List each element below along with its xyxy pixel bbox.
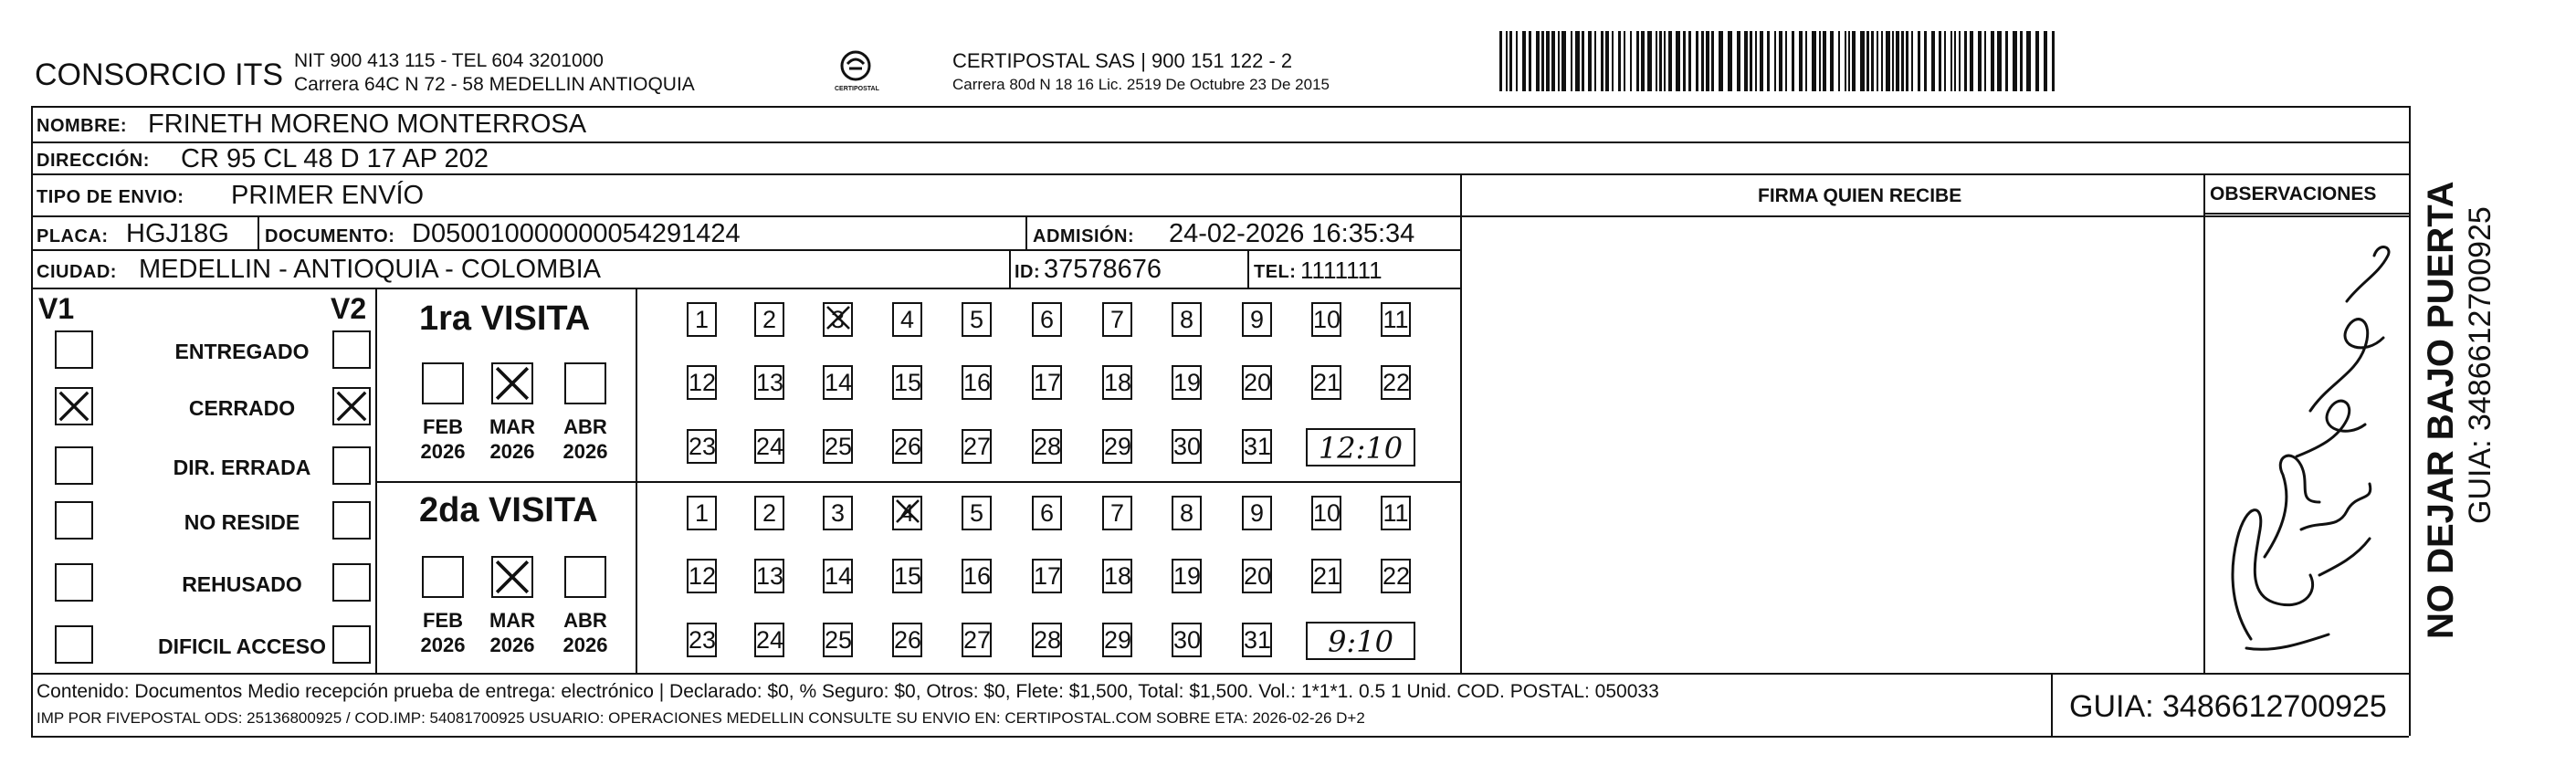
month-year: 2026 [563,634,608,656]
x-mark-icon [825,304,852,331]
visit-time-box[interactable]: 12:10 [1306,428,1415,466]
barcode-bar [1866,31,1869,91]
barcode-bar [1659,31,1662,91]
barcode-bar [2013,31,2017,91]
day-box[interactable]: 21 [1311,365,1341,400]
day-box[interactable]: 7 [1102,496,1132,530]
day-box[interactable]: 24 [754,429,784,464]
month-name: ABR [563,609,607,632]
side-guia: GUIA: 3486612700925 [2463,206,2497,524]
barcode-bar [1799,31,1803,91]
v2-checkbox[interactable] [332,387,371,425]
documento-label: DOCUMENTO: [265,226,395,246]
barcode-bar [1792,31,1794,91]
day-box[interactable]: 13 [754,559,784,593]
barcode-bar [1805,31,1807,91]
day-box[interactable]: 8 [1172,302,1202,337]
barcode-bar [1588,31,1592,91]
ciudad-label: CIUDAD: [37,262,117,282]
month-label [415,608,470,657]
id-label: ID: [1015,262,1041,282]
x-mark-icon [334,389,369,424]
barcode-bar [1901,31,1904,91]
barcode-bar [1582,31,1584,91]
day-box[interactable]: 30 [1172,623,1202,657]
day-box[interactable]: 25 [823,429,853,464]
barcode-bar [1656,31,1657,91]
day-box[interactable]: 15 [892,365,922,400]
day-box[interactable]: 28 [1032,623,1062,657]
tipo-label: TIPO DE ENVIO: [37,187,184,207]
day-box[interactable]: 25 [823,623,853,657]
barcode-bar [1551,31,1555,91]
barcode-bar [1997,31,2002,91]
direccion-value: CR 95 CL 48 D 17 AP 202 [181,144,489,173]
day-box[interactable]: 20 [1242,559,1272,593]
day-box[interactable]: 14 [823,559,853,593]
barcode-bar [1852,31,1856,91]
month-year: 2026 [420,634,466,656]
day-box[interactable]: 31 [1242,429,1272,464]
v1-checkbox[interactable] [55,563,93,602]
barcode-bar [1558,31,1560,91]
company-nit: NIT 900 413 115 - TEL 604 3201000 [294,50,604,71]
day-box[interactable]: 12 [687,365,717,400]
certipostal-logo [824,44,888,100]
v2-checkbox[interactable] [332,563,371,602]
v1-checkbox[interactable] [55,446,93,485]
barcode-bar [1823,31,1826,91]
tipo-value: PRIMER ENVÍO [231,181,425,210]
day-box[interactable]: 16 [962,365,992,400]
barcode-bar [1838,31,1840,91]
day-box[interactable]: 9 [1242,302,1272,337]
footer-guia: GUIA: 3486612700925 [2069,689,2387,724]
day-box[interactable]: 7 [1102,302,1132,337]
v2-checkbox[interactable] [332,625,371,664]
barcode-bar [1571,31,1572,91]
barcode-bar [1624,31,1625,91]
barcode-bar [1911,31,1913,91]
status-label: DIR. ERRADA [173,456,311,479]
day-box[interactable]: 5 [962,302,992,337]
barcode-bar [1641,31,1645,91]
status-label: NO RESIDE [184,510,300,534]
barcode-bar [1830,31,1834,91]
company-name: CONSORCIO ITS [35,58,284,92]
carrier-address: Carrera 80d N 18 16 Lic. 2519 De Octubre 23 De 2015 [952,76,1330,93]
day-box[interactable]: 30 [1172,429,1202,464]
month-label [485,608,540,657]
v2-checkbox[interactable] [332,446,371,485]
admision-label: ADMISIÓN: [1033,226,1135,246]
barcode-bar [1509,31,1512,91]
nombre-value: FRINETH MORENO MONTERROSA [148,110,587,139]
month-year: 2026 [420,440,466,463]
status-label: ENTREGADO [174,340,310,363]
barcode-bar [1812,31,1816,91]
day-box[interactable]: 11 [1381,302,1411,337]
barcode-bar [1688,31,1691,91]
day-box[interactable]: 26 [892,429,922,464]
ciudad-value: MEDELLIN - ANTIOQUIA - COLOMBIA [139,255,601,284]
day-box[interactable]: 23 [687,429,717,464]
month-year: 2026 [489,440,535,463]
carrier-name: CERTIPOSTAL SAS | 900 151 122 - 2 [952,49,1293,72]
barcode-bar [1737,31,1740,91]
x-mark-icon [493,364,531,403]
day-box[interactable]: 27 [962,623,992,657]
barcode-bar [1785,31,1787,91]
day-box[interactable]: 26 [892,623,922,657]
observaciones-header: OBSERVACIONES [2210,183,2377,204]
barcode-bar [1601,31,1603,91]
month-checkbox[interactable] [564,362,606,404]
day-box[interactable]: 15 [892,559,922,593]
barcode-bar [2005,31,2008,91]
day-box[interactable]: 24 [754,623,784,657]
day-box[interactable]: 28 [1032,429,1062,464]
month-checkbox[interactable] [422,362,464,404]
month-year: 2026 [489,634,535,656]
barcode-bar [1522,31,1526,91]
barcode-bar [1918,31,1920,91]
barcode-bar [2020,31,2023,91]
barcode-bar [1774,31,1776,91]
barcode-bar [1728,31,1732,91]
day-box[interactable]: 4 [892,302,922,337]
v1-checkbox[interactable] [55,501,93,540]
day-box[interactable]: 21 [1311,559,1341,593]
footer-content-line: Contenido: Documentos Medio recepción prueba de entrega: electrónico | Declarado: $0, % Seguro: $0, Otros: $0, Flete: $1,500, Total: $1,500. Vol.: 1*1*1. 0.5 1 Unid. COD. POSTAL: 050033 [37,681,1659,702]
barcode-bar [1499,31,1502,91]
barcode-bar [1886,31,1890,91]
tel-label: TEL: [1254,262,1297,282]
x-mark-icon [493,558,531,596]
barcode-bar [1605,31,1609,91]
month-label [485,414,540,464]
barcode-bar [1683,31,1686,91]
barcode-bar [1939,31,1941,91]
barcode-bar [1950,31,1952,91]
barcode-bar [2026,31,2031,91]
logo-caption: CERTIPOSTAL [835,86,879,92]
barcode-bar [1896,31,1899,91]
day-box[interactable]: 19 [1172,365,1202,400]
barcode-bar [1906,31,1908,91]
day-box[interactable]: 6 [1032,302,1062,337]
placa-label: PLACA: [37,226,109,246]
status-label: REHUSADO [182,572,302,596]
day-box[interactable]: 17 [1032,559,1062,593]
x-mark-icon [57,389,91,424]
barcode-bar [1706,31,1709,91]
barcode-bar [2035,31,2039,91]
barcode-bar [1750,31,1752,91]
day-box[interactable]: 13 [754,365,784,400]
barcode-bar [1618,31,1621,91]
month-label [415,414,470,464]
barcode-bar [1959,31,1961,91]
day-box[interactable]: 22 [1381,559,1411,593]
day-box[interactable]: 22 [1381,365,1411,400]
day-box[interactable]: 20 [1242,365,1272,400]
barcode-bar [1630,31,1632,91]
barcode-bar [1871,31,1874,91]
v1-checkbox[interactable] [55,330,93,369]
barcode-bar [1541,31,1544,91]
month-label [558,414,613,464]
day-box[interactable] [823,302,853,337]
barcode-bar [1848,31,1850,91]
barcode-bar [1719,31,1723,91]
month-label [558,608,613,657]
month-name: MAR [489,609,536,632]
barcode-bar [1575,31,1580,91]
status-label: CERRADO [188,396,296,420]
v1-checkbox[interactable] [55,625,93,664]
documento-value: D050010000000054291424 [412,219,741,248]
admision-value: 24-02-2026 16:35:34 [1169,219,1415,248]
barcode-bar [1779,31,1782,91]
visit-time-box[interactable]: 9:10 [1306,622,1415,660]
v1-checkbox[interactable] [55,387,93,425]
x-mark-icon [894,498,921,525]
barcode-bar [1711,31,1714,91]
month-name: FEB [423,415,463,438]
placa-value: HGJ18G [126,219,229,248]
day-box[interactable]: 8 [1172,496,1202,530]
day-box[interactable]: 6 [1032,496,1062,530]
barcode-bar [1546,31,1550,91]
barcode-bar [1767,31,1770,91]
barcode-bar [1944,31,1946,91]
day-box[interactable]: 1 [687,302,717,337]
barcode-bar [1561,31,1566,91]
barcode-bar [1978,31,1982,91]
barcode-bar [1744,31,1748,91]
month-checkbox[interactable] [491,556,533,598]
day-box[interactable]: 3 [823,496,853,530]
day-box[interactable]: 11 [1381,496,1411,530]
month-name: ABR [563,415,607,438]
v2-checkbox[interactable] [332,501,371,540]
company-address: Carrera 64C N 72 - 58 MEDELLIN ANTIOQUIA [294,74,695,95]
barcode-bar [1668,31,1672,91]
barcode-bar [1845,31,1846,91]
barcode-bar [1881,31,1883,91]
barcode-icon [1499,31,2058,91]
month-checkbox[interactable] [491,362,533,404]
barcode-bar [1877,31,1878,91]
day-box[interactable]: 12 [687,559,717,593]
direccion-label: DIRECCIÓN: [37,151,150,171]
day-box[interactable]: 19 [1172,559,1202,593]
barcode-bar [2052,31,2055,91]
visit-1-title: 1ra VISITA [419,299,591,338]
barcode-bar [1536,31,1540,91]
v2-checkbox[interactable] [332,330,371,369]
v1-header: V1 [38,292,75,325]
footer-print-line: IMP POR FIVEPOSTAL ODS: 25136800925 / COD.IMP: 54081700925 USUARIO: OPERACIONES MEDELLIN CONSULTE SU ENVIO EN: CERTIPOSTAL.COM SOBRE ETA: 2026-02-26 D+2 [37,709,1365,727]
day-box[interactable]: 5 [962,496,992,530]
v2-header: V2 [331,292,367,325]
barcode-bar [1647,31,1652,91]
barcode-bar [1506,31,1508,91]
month-name: MAR [489,415,536,438]
barcode-bar [1954,31,1956,91]
firma-header: FIRMA QUIEN RECIBE [1758,185,1962,206]
barcode-bar [1924,31,1927,91]
status-label: DIFICIL ACCESO [157,634,326,658]
barcode-bar [1676,31,1680,91]
day-box[interactable]: 1 [687,496,717,530]
id-value: 37578676 [1044,255,1162,284]
day-box[interactable]: 14 [823,365,853,400]
day-box[interactable]: 29 [1102,623,1132,657]
day-box[interactable]: 9 [1242,496,1272,530]
day-box[interactable]: 10 [1311,496,1341,530]
barcode-bar [1819,31,1821,91]
barcode-bar [1991,31,1994,91]
signature-image [2210,228,2402,657]
no-dejar-bajo-puerta: NO DEJAR BAJO PUERTA [2421,181,2461,639]
day-box[interactable]: 29 [1102,429,1132,464]
day-box[interactable]: 18 [1102,365,1132,400]
barcode-bar [1964,31,1967,91]
day-box[interactable]: 10 [1311,302,1341,337]
barcode-bar [1516,31,1518,91]
barcode-bar [1594,31,1596,91]
day-box[interactable] [892,496,922,530]
barcode-bar [1636,31,1639,91]
barcode-bar [1755,31,1757,91]
barcode-bar [1984,31,1986,91]
day-box[interactable]: 2 [754,302,784,337]
month-checkbox[interactable] [564,556,606,598]
barcode-bar [2044,31,2047,91]
month-year: 2026 [563,440,608,463]
barcode-bar [1860,31,1865,91]
nombre-label: NOMBRE: [37,116,128,136]
day-box[interactable]: 31 [1242,623,1272,657]
barcode-bar [1760,31,1763,91]
barcode-bar [1931,31,1935,91]
barcode-bar [1970,31,1973,91]
day-number: 3 [830,306,846,333]
day-box[interactable]: 27 [962,429,992,464]
day-box[interactable]: 2 [754,496,784,530]
day-number: 4 [899,499,915,527]
barcode-bar [1696,31,1698,91]
barcode-bar [1529,31,1531,91]
barcode-bar [1664,31,1666,91]
day-box[interactable]: 18 [1102,559,1132,593]
barcode-bar [1892,31,1894,91]
barcode-bar [1612,31,1614,91]
month-name: FEB [423,609,463,632]
month-checkbox[interactable] [422,556,464,598]
visit-2-title: 2da VISITA [419,491,598,529]
day-box[interactable]: 17 [1032,365,1062,400]
day-box[interactable]: 23 [687,623,717,657]
day-box[interactable]: 16 [962,559,992,593]
tel-value: 1111111 [1300,257,1383,284]
barcode-bar [1701,31,1704,91]
